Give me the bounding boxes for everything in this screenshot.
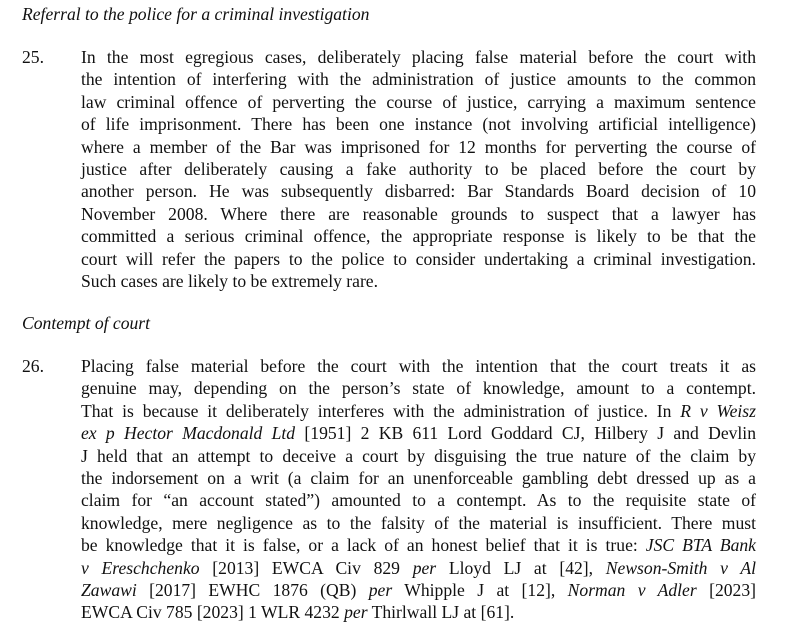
text-run: November 2008. Where there are reasonable grounds to suspect that a lawyer has: [81, 203, 756, 224]
text-run: Such cases are likely to be extremely rare.: [81, 270, 379, 291]
paragraph-line: [81, 68, 756, 90]
italic-citation-text: per: [368, 579, 393, 600]
paragraph-line: [81, 400, 756, 422]
paragraph-line: [81, 489, 756, 511]
text-run: [1951] 2 KB 611 Lord Goddard CJ, Hilbery J and Devlin: [295, 423, 756, 444]
italic-citation-text: v Ereschchenko: [81, 557, 200, 578]
text-run: committed a serious criminal offence, the appropriate response is likely to be that the: [81, 226, 756, 247]
text-run: Lloyd LJ at [42],: [436, 557, 606, 578]
text-run: In the most egregious cases, deliberately placing false material before the court with: [81, 47, 756, 67]
paragraph-line: [81, 248, 756, 270]
text-run: genuine may, depending on the person’s state of knowledge, amount to a contempt.: [81, 378, 756, 399]
text-run: J held that an attempt to deceive a court by disguising the true nature of the claim by: [81, 445, 756, 466]
italic-citation-text: JSC BTA Bank: [645, 535, 756, 556]
text-run: law criminal offence of perverting the course of justice, carrying a maximum sentence: [81, 91, 756, 112]
italic-citation-text: ex p Hector Macdonald Ltd: [81, 423, 296, 444]
paragraph-line: [81, 579, 756, 601]
italic-citation-text: Norman v Adler: [567, 579, 697, 600]
text-run: the intention of interfering with the administration of justice amounts to the common: [81, 69, 756, 90]
paragraph-number-26: 26.: [22, 356, 44, 376]
text-run: knowledge, mere negligence as to the falsity of the material is insufficient. There must: [81, 512, 756, 533]
paragraph-line: [81, 445, 756, 467]
text-run: Thirlwall LJ at [61].: [367, 602, 515, 623]
italic-citation-text: R v Weisz: [680, 400, 756, 421]
paragraph-line: [81, 136, 756, 158]
paragraph-line: [81, 158, 756, 180]
text-run: the indorsement on a writ (a claim for an unenforceable gambling debt dressed up as a: [81, 467, 756, 488]
section-heading-contempt-of-court: Contempt of court: [22, 313, 151, 333]
paragraph-line: [81, 601, 756, 623]
text-run: be knowledge that it is false, or a lack of an honest belief that it is true:: [81, 535, 646, 556]
text-run: [2013] EWCA Civ 829: [199, 557, 413, 578]
text-run: [2023]: [696, 579, 756, 600]
text-run: court will refer the papers to the police to consider undertaking a criminal investigation.: [81, 248, 756, 269]
paragraph-26-body: [81, 355, 756, 624]
text-run: That is because it deliberately interferes with the administration of justice. In: [81, 400, 681, 421]
paragraph-line: [81, 225, 756, 247]
paragraph-line: [81, 534, 756, 556]
text-run: where a member of the Bar was imprisoned for 12 months for perverting the course of: [81, 136, 756, 157]
paragraph-25-body: [81, 46, 756, 292]
paragraph-line: [81, 422, 756, 444]
text-run: EWCA Civ 785 [2023] 1 WLR 4232: [81, 602, 345, 623]
paragraph-line: [81, 203, 756, 225]
paragraph-line: [81, 46, 756, 68]
text-run: of life imprisonment. There has been one instance (not involving artificial intelligence): [81, 114, 756, 135]
paragraph-line: [81, 180, 756, 202]
text-run: Placing false material before the court with the intention that the court treats it as: [81, 356, 756, 376]
paragraph-line: [81, 467, 756, 489]
italic-citation-text: per: [412, 557, 437, 578]
paragraph-line: [81, 113, 756, 135]
italic-citation-text: Zawawi: [81, 579, 137, 600]
section-heading-police-referral: Referral to the police for a criminal investigation: [22, 4, 370, 24]
italic-citation-text: per: [344, 602, 368, 623]
text-run: Whipple J at [12],: [392, 579, 568, 600]
paragraph-line: [81, 557, 756, 579]
text-run: another person. He was subsequently disbarred: Bar Standards Board decision of 10: [81, 181, 756, 202]
text-run: [2017] EWHC 1876 (QB): [136, 579, 369, 600]
text-run: justice after deliberately causing a fake authority to be placed before the court by: [81, 158, 756, 179]
paragraph-line: [81, 377, 756, 399]
paragraph-line: [81, 512, 756, 534]
paragraph-line: [81, 355, 756, 377]
italic-citation-text: Newson-Smith v Al: [605, 557, 756, 578]
paragraph-line: [81, 270, 756, 292]
paragraph-number-25: 25.: [22, 47, 44, 67]
paragraph-line: [81, 91, 756, 113]
text-run: claim for “an account stated”) amounted to a contempt. As to the requisite state of: [81, 490, 756, 511]
